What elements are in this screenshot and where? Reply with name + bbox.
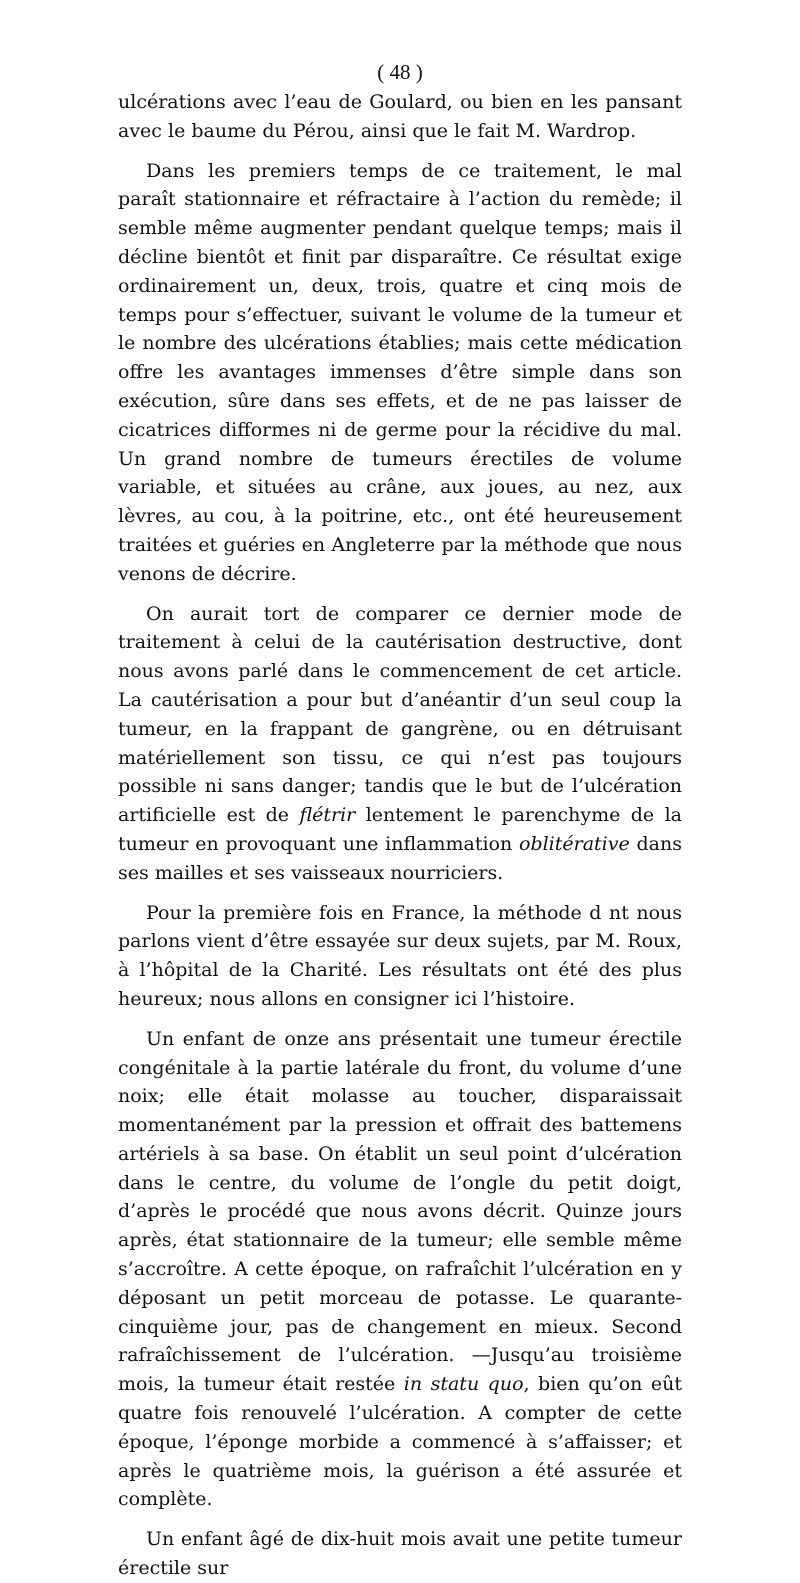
italic-fletrir: flétrir <box>299 804 356 827</box>
paragraph-5 <box>118 1025 682 1515</box>
italic-in-statu-quo: in statu quo <box>403 1373 524 1396</box>
page-number: ( 48 ) <box>377 60 423 84</box>
paragraph-6: Un enfant âgé de dix-huit mois avait une petite tumeur érectile sur <box>118 1528 682 1580</box>
paragraph-5-text-b: , bien qu’on eût quatre fois renouvelé l’ulcération. A compter de cette époque, l’éponge morbide a commencé à s’affaisser; et après le quatrième mois, la guérison a été assurée et complète. <box>118 1373 682 1511</box>
paragraph-4: Pour la première fois en France, la méthode d nt nous parlons vient d’être essayée sur deux sujets, par M. Roux, à l’hôpital de la Charité. Les résultats ont été des plus heureux; nous allons en consigner ici l’histoire. <box>118 901 682 1010</box>
paragraph-5-text-a: Un enfant de onze ans présentait une tumeur érectile congénitale à la partie latérale du front, du volume d’une noix; elle était molasse au toucher, disparaissait momentanément par la pression et offrait des battemens artériels à sa base. On établit un seul point d’ulcération dans le centre, du volume de l’ongle du petit doigt, d’après le procédé que nous avons décrit. Quinze jours après, état stationnaire de la tumeur; elle semble même s’accroître. A cette époque, on rafraîchit l’ulcération en y déposant un petit morceau de potasse. Le quarante-cinquième jour, pas de changement en mieux. Second rafraîchissement de l’ulcération. —Jusqu’au troisième mois, la tumeur était restée <box>118 1027 682 1396</box>
paragraph-3 <box>118 600 682 888</box>
paragraph-2: Dans les premiers temps de ce traitement, le mal paraît stationnaire et réfractaire à l’action du remède; il semble même augmenter pendant quelque temps; mais il décline bientôt et finit par disparaître. Ce résultat exige ordinairement un, deux, trois, quatre et cinq mois de temps pour s’effectuer, suivant le volume de la tumeur et le nombre des ulcérations établies; mais cette médication offre les avantages immenses d’être simple dans son exécution, sûre dans ses effets, et de ne pas laisser de cicatrices difformes ni de germe pour la récidive du mal. Un grand nombre de tumeurs érectiles de volume variable, et situées au crâne, aux joues, au nez, aux lèvres, au cou, à la poitrine, etc., ont été heureusement traitées et guéries en Angleterre par la méthode que nous venons de décrire. <box>118 159 682 585</box>
paragraph-1: ulcérations avec l’eau de Goulard, ou bien en les pansant avec le baume du Pérou, ainsi que le fait M. Wardrop. <box>118 91 682 142</box>
paragraph-3-text-c: dans ses mailles et ses vaisseaux nourriciers. <box>118 832 682 884</box>
paragraph-3-text-b: lentement le parenchyme de la tumeur en provoquant une inflammation <box>118 804 683 855</box>
paragraph-3-text-a: On aurait tort de comparer ce dernier mode de traitement à celui de la cautérisation destructive, dont nous avons parlé dans le commencement de cet article. La cautérisation a pour but d’anéantir d’un seul coup la tumeur, en la frappant de gangrène, ou en détruisant matériellement son tissu, ce qui n’est pas toujours possible ni sans danger; tandis que le but de l’ulcération artificielle est de <box>118 602 682 827</box>
italic-obliterative: oblitérative <box>519 832 630 855</box>
body-text <box>118 88 682 1583</box>
